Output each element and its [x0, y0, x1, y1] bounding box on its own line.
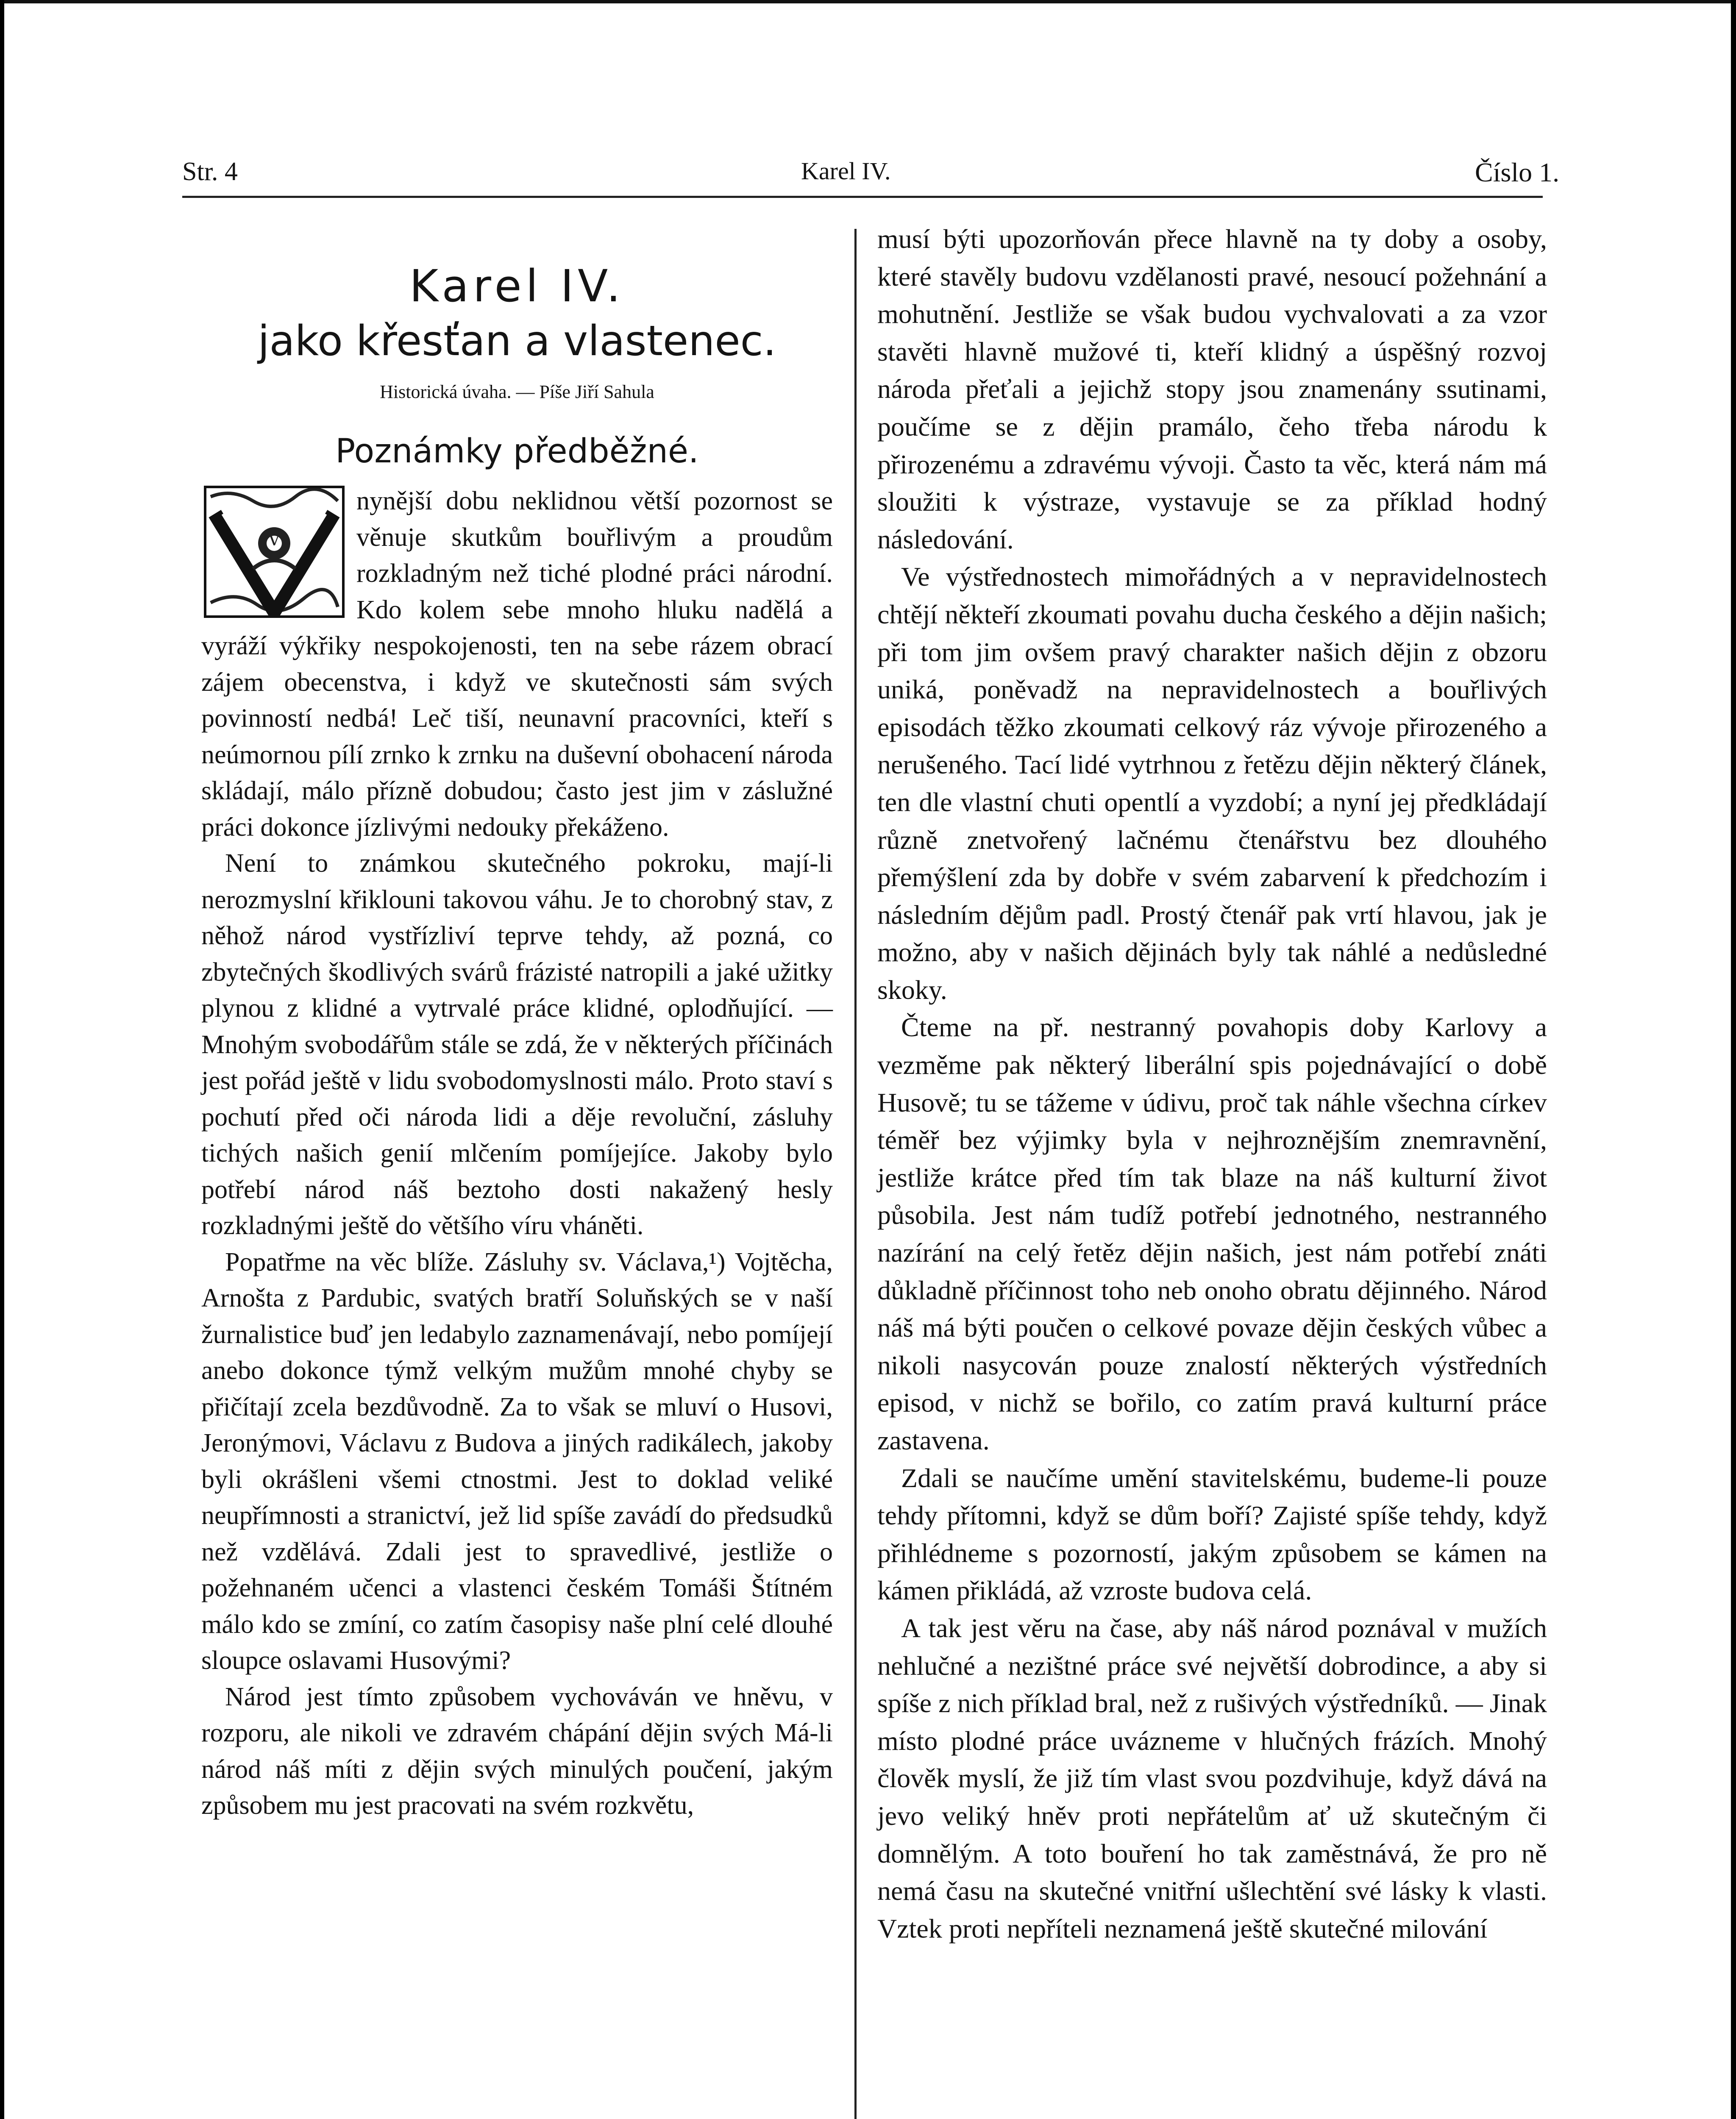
- column-separator: [854, 229, 857, 2119]
- paragraph: nynější dobu neklidnou větší pozornost se věnuje skutkům bouřlivým a proudům rozkladným než tiché plodné práci národní. Kdo kolem sebe mnoho hluku nadělá a vyráží výkřiky nespokojenosti, ten na sebe rázem obrací zájem obecenstva, i když ve skutečnosti sám svých povinností nedbá! Leč tiší, neunavní pracovníci, kteří s neúmornou pílí zrnko k zrnku na duševní obohacení národa skládají, málo přízně dobudou; často jest jim v záslužné práci dokonce jízlivými nedouky překáženo.: [201, 487, 833, 842]
- right-column: [877, 220, 1547, 1947]
- article-byline: Historická úvaha. — Píše Jiří Sahula: [380, 381, 654, 402]
- paragraph: Zdali se naučíme umění stavitelskému, budeme-li pouze tehdy přítomni, když se dům boří? Zajisté spíše tehdy, když přihlédneme s pozorností, jakým způsobem se kámen na kámen přikládá, až vzroste budova celá.: [877, 1463, 1547, 1606]
- section-heading: Poznámky předběžné.: [335, 432, 699, 470]
- header-rule-right: [1348, 196, 1543, 198]
- paragraph: Čteme na př. nestranný povahopis doby Karlovy a vezměme pak některý liberální spis pojednávající o době Husově; tu se tážeme v údivu, proč tak náhle všechna církev téměř bez výjimky byla v nejhroznějším znemravnění, jestliže krátce před tím tak blaze na náš kulturní život působila. Jest nám tudíž potřebí jednotného, nestranného nazírání na celý řetěz dějin našich, jest nám potřebí znáti důkladně příčinnost toho neb onoho obratu dějinného. Národ náš má býti poučen o celkové povaze dějin českých vůbec a nikoli nasycován pouze znalostí některých výstředních episod, v nichž se bořilo, co zatím pravá kulturní práce zastavena.: [877, 1012, 1547, 1455]
- left-column: [201, 220, 833, 1824]
- paragraph: Popatřme na věc blíže. Zásluhy sv. Václava,¹) Vojtěcha, Arnošta z Pardubic, svatých bratří Soluňských se v naší žurnalistice buď jen ledabylo zaznamenávají, nebo pomíjejí anebo dokonce týmž velkým mužům mnohé chyby se přičítají zcela bezdůvodně. Za to však se mluví o Husovi, Jeronýmovi, Václavu z Budova a jiných radikálech, jakoby byli okrášleni všemi ctnostmi. Jest to doklad veliké neupřímnosti a stranictví, jež lid spíše zavádí do předsudků než vzdělává. Zdali jest to spravedlivé, jestliže o požehnaném učenci a vlastenci českém Tomáši Štítném málo kdo se zmíní, co zatím časopisy naše plní celé dlouhé sloupce oslavami Husovými?: [201, 1247, 833, 1675]
- scan-left-edge: [0, 0, 4, 2119]
- svg-text:V: V: [268, 530, 281, 550]
- paragraph: Ve výstřednostech mimořádných a v nepravidelnostech chtějí někteří zkoumati povahu ducha českého a dějin našich; při tom jim ovšem pravý charakter našich dějin z obzoru uniká, poněvadž na nepravidelnostech a bouřlivých episodách těžko zkoumati celkový ráz vývoje přirozeného a nerušeného. Tací lidé vytrhnou z řetězu dějin některý článek, ten dle vlastní chuti opentlí a vyzdobí; a nyní jej předkládají různě znetvořený lačnému čtenářstvu bez dlouhého přemýšlení zda by dobře v svém zabarvení k předchozím i následním dějům padl. Prostý čtenář pak vrtí hlavou, jak je možno, aby v našich dějinách byly tak náhlé a nedůsledné skoky.: [877, 562, 1547, 1005]
- article-subtitle: jako křesťan a vlastenec.: [258, 317, 776, 365]
- header-rule: [182, 196, 1466, 198]
- scan-top-edge: [0, 0, 1736, 3]
- issue-number: Číslo 1.: [1475, 157, 1560, 187]
- paragraph: Není to známkou skutečného pokroku, mají-li nerozmyslní křiklouni takovou váhu. Je to chorobný stav, z něhož národ vystřízliví teprve tehdy, až pozná, co zbytečných škodlivých svárů frázisté natropili a jaké užitky plynou z klidné a vytrvalé práce klidné, oplodňující. — Mnohým svobodářům stále se zdá, že v některých příčinách jest pořád ještě v lidu svobodomyslnosti málo. Proto staví s pochutí před oči národa lidi a děje revoluční, zásluhy tichých našich genií mlčením pomíjejíce. Jakoby bylo potřebí národ náš beztoho dosti nakažený hesly rozkladnými ještě do většího víru vháněti.: [201, 849, 833, 1240]
- page-number: Str. 4: [182, 157, 238, 186]
- paragraph: musí býti upozorňován přece hlavně na ty doby a osoby, které stavěly budovu vzdělanosti pravé, nesoucí požehnání a mohutnění. Jestliže se však budou vychvalovati a za vzor stavěti hlavně mužové ti, kteří klidný a úspěšný rozvoj národa přeťali a jejichž stopy jsou znamenány ssutinami, poučíme se z dějin pramálo, čeho třeba národu k přirozenému a zdravému vývoji. Často ta věc, která nám má sloužiti k výstraze, vystavuje se za příklad hodný následování.: [877, 224, 1547, 554]
- initial-ornament-icon: [206, 488, 342, 615]
- scan-right-edge: [1731, 0, 1736, 2119]
- decorated-initial: [204, 486, 345, 618]
- article-title: Karel IV.: [409, 260, 625, 312]
- paragraph: A tak jest věru na čase, aby náš národ poznával v mužích nehlučné a nezištné práce své největší dobrodince, a aby si spíše z nich příklad bral, než z rušivých výstředníků. — Jinak místo plodné práce uvázneme v hlučných frázích. Mnohý člověk myslí, že již tím vlast svou pozdvihuje, když dává na jevo veliký hněv proti nepřátelům ať už skutečným či domnělým. A toto bouření ho tak zaměstnává, že pro ně nemá času na skutečné vnitřní ušlechtění své lásky k vlasti. Vztek proti nepříteli neznamená ještě skutečné milování: [877, 1613, 1547, 1944]
- running-title: Karel IV.: [801, 157, 891, 185]
- paragraph: Národ jest tímto způsobem vychováván ve hněvu, v rozporu, ale nikoli ve zdravém chápání dějin svých Má-li národ náš míti z dějin svých minulých poučení, jakým způsobem mu jest pracovati na svém rozkvětu,: [201, 1682, 833, 1820]
